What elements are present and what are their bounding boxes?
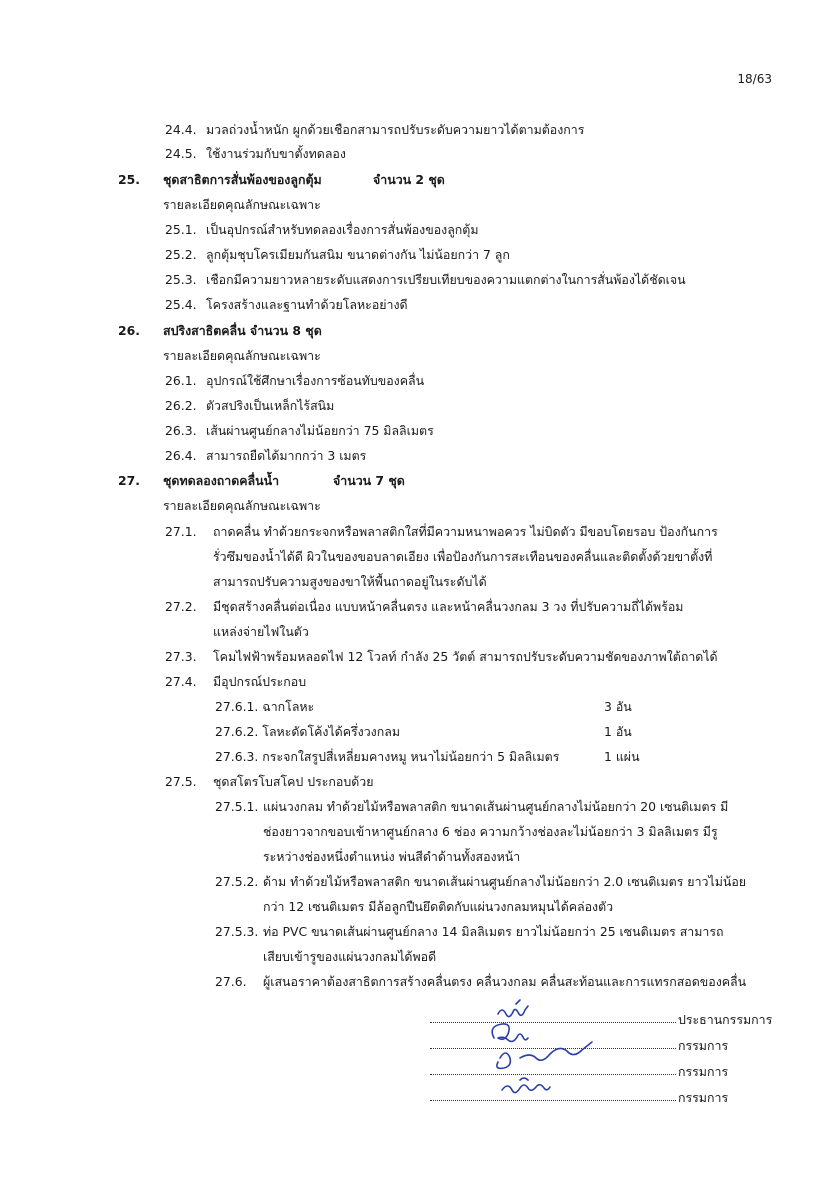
item-number: 26.4.	[165, 448, 197, 463]
signature-4-stroke	[502, 1085, 550, 1093]
subitem-quantity: 3 อัน	[604, 699, 632, 714]
item-number: 25.1.	[165, 222, 197, 237]
page-number: 18/63	[737, 72, 772, 86]
signature-row-member-1	[0, 1034, 834, 1058]
item-number: 27.6.	[215, 974, 247, 989]
item-26-3	[165, 419, 434, 443]
item-text-line: มีชุดสร้างคลื่นต่อเนื่อง แบบหน้าคลื่นตรง และหน้าคลื่นวงกลม 3 วง ที่ปรับความถี่ได้พร้อม	[213, 599, 684, 614]
signature-2-stroke	[492, 1024, 528, 1042]
item-text-line: สามารถปรับความสูงของขาให้พื้นถาดอยู่ในระดับได้	[213, 574, 487, 589]
item-text: ลูกตุ้มชุบโครเมียมกันสนิม ขนาดต่างกัน ไม่น้อยกว่า 7 ลูก	[206, 247, 510, 262]
subitem-text: 27.6.3. กระจกใสรูปสี่เหลี่ยมคางหมู หนาไม่น้อยกว่า 5 มิลลิเมตร	[215, 749, 560, 764]
section-26-heading	[118, 319, 322, 343]
item-text: เป็นอุปกรณ์สำหรับทดลองเรื่องการสั่นพ้องของลูกตุ้ม	[206, 222, 479, 237]
subitem-27-6-2	[215, 720, 400, 744]
spec-label: รายละเอียดคุณลักษณะเฉพาะ	[163, 348, 321, 363]
item-25-3	[165, 268, 686, 292]
signature-3-stroke	[497, 1042, 592, 1068]
item-text: ใช้งานร่วมกับขาตั้งทดลอง	[206, 146, 346, 161]
section-number: 27.	[118, 473, 140, 488]
item-24-5	[165, 142, 346, 166]
item-number: 25.4.	[165, 297, 197, 312]
item-text-line: ถาดคลื่น ทำด้วยกระจกหรือพลาสติกใสที่มีความหนาพอควร ไม่บิดตัว มีขอบโดยรอบ ป้องกันการ	[213, 524, 718, 539]
item-27-5	[165, 770, 374, 794]
item-number: 27.2.	[165, 599, 197, 614]
item-text: โครงสร้างและฐานทำด้วยโลหะอย่างดี	[206, 297, 408, 312]
section-quantity: จำนวน 2 ชุด	[373, 172, 445, 187]
item-number: 27.3.	[165, 649, 197, 664]
item-number: 27.1.	[165, 524, 197, 539]
item-27-5-2	[215, 870, 747, 894]
signature-1-stroke	[498, 1006, 528, 1017]
subitem-text: 27.6.2. โลหะดัดโค้งได้ครึ่งวงกลม	[215, 724, 400, 739]
section-number: 25.	[118, 172, 140, 187]
item-27-3	[165, 645, 718, 669]
item-27-4	[165, 670, 307, 694]
subitem-quantity: 1 อัน	[604, 724, 632, 739]
item-number: 26.2.	[165, 398, 197, 413]
section-25-heading	[118, 168, 445, 192]
item-25-4	[165, 293, 408, 317]
item-text: เชือกมีความยาวหลายระดับแสดงการเปรียบเทียบของความแตกต่างในการสั่นพ้องได้ชัดเจน	[206, 272, 686, 287]
item-text-line: ช่องยาวจากขอบเข้าหาศูนย์กลาง 6 ช่อง ความกว้างช่องละไม่น้อยกว่า 3 มิลลิเมตร มีรู	[263, 824, 718, 839]
spec-label: รายละเอียดคุณลักษณะเฉพาะ	[163, 498, 321, 513]
signature-role: กรรมการ	[678, 1090, 729, 1105]
signature-row-member-2	[0, 1060, 834, 1084]
item-text: โคมไฟฟ้าพร้อมหลอดไฟ 12 โวลท์ กำลัง 25 วัตต์ สามารถปรับระดับความชัดของภาพใต้ถาดได้	[213, 649, 718, 664]
signature-role: ประธานกรรมการ	[678, 1012, 773, 1027]
item-26-4	[165, 444, 367, 468]
signature-role: กรรมการ	[678, 1038, 729, 1053]
section-27-heading	[118, 469, 405, 493]
item-number: 27.5.	[165, 774, 197, 789]
item-text: เส้นผ่านศูนย์กลางไม่น้อยกว่า 75 มิลลิเมตร	[206, 423, 434, 438]
item-number: 25.3.	[165, 272, 197, 287]
item-text: ตัวสปริงเป็นเหล็กไร้สนิม	[206, 398, 335, 413]
item-number: 26.3.	[165, 423, 197, 438]
section-title: ชุดทดลองถาดคลื่นน้ำ	[163, 473, 280, 488]
item-number: 24.5.	[165, 146, 197, 161]
item-text: อุปกรณ์ใช้ศึกษาเรื่องการซ้อนทับของคลื่น	[206, 373, 425, 388]
item-text: มวลถ่วงน้ำหนัก ผูกด้วยเชือกสามารถปรับระดับความยาวได้ตามต้องการ	[206, 122, 585, 137]
handwritten-signatures	[480, 996, 630, 1106]
item-24-4	[165, 118, 585, 142]
item-text-line: ด้าม ทำด้วยไม้หรือพลาสติก ขนาดเส้นผ่านศูนย์กลางไม่น้อยกว่า 2.0 เซนติเมตร ยาวไม่น้อย	[263, 874, 747, 889]
item-number: 26.1.	[165, 373, 197, 388]
item-number: 27.5.2.	[215, 874, 259, 889]
subitem-27-6-3	[215, 745, 559, 769]
item-number: 27.4.	[165, 674, 197, 689]
item-25-1	[165, 218, 479, 242]
item-text-line: แหล่งจ่ายไฟในตัว	[213, 624, 309, 639]
item-text-line: แผ่นวงกลม ทำด้วยไม้หรือพลาสติก ขนาดเส้นผ่านศูนย์กลางไม่น้อยกว่า 20 เซนติเมตร มี	[263, 799, 729, 814]
item-number: 25.2.	[165, 247, 197, 262]
signature-row-member-3	[0, 1086, 834, 1110]
subitem-27-6-1	[215, 695, 314, 719]
section-number: 26.	[118, 323, 140, 338]
item-number: 27.5.1.	[215, 799, 259, 814]
section-quantity: จำนวน 7 ชุด	[333, 473, 405, 488]
item-27-5-3	[215, 920, 724, 944]
item-26-1	[165, 369, 425, 393]
subitem-quantity: 1 แผ่น	[604, 749, 640, 764]
section-title: ชุดสาธิตการสั่นพ้องของลูกตุ้ม	[163, 172, 322, 187]
item-27-1	[165, 520, 718, 544]
item-text: ชุดสโตรโบสโคป ประกอบด้วย	[213, 774, 374, 789]
item-text: มีอุปกรณ์ประกอบ	[213, 674, 307, 689]
signature-row-chairman	[0, 1008, 834, 1032]
item-number: 27.5.3.	[215, 924, 259, 939]
item-text-line: ท่อ PVC ขนาดเส้นผ่านศูนย์กลาง 14 มิลลิเมตร ยาวไม่น้อยกว่า 25 เซนติเมตร สามารถ	[263, 924, 724, 939]
item-text-line: รั่วซึมของน้ำได้ดี ผิวในของขอบลาดเอียง เพื่อป้องกันการสะเทือนของคลื่นและติดตั้งด้วยขาตั้งที่	[213, 549, 713, 564]
item-26-2	[165, 394, 335, 418]
item-number: 24.4.	[165, 122, 197, 137]
item-27-6	[215, 970, 747, 994]
item-text-line: ระหว่างช่องหนึ่งตำแหน่ง พ่นสีดำด้านทั้งสองหน้า	[263, 849, 521, 864]
signature-role: กรรมการ	[678, 1064, 729, 1079]
item-text-line: กว่า 12 เซนติเมตร มีล้อลูกปืนยึดติดกับแผ่นวงกลมหมุนได้คล่องตัว	[263, 899, 614, 914]
spec-label: รายละเอียดคุณลักษณะเฉพาะ	[163, 197, 321, 212]
item-text: ผู้เสนอราคาต้องสาธิตการสร้างคลื่นตรง คลื่นวงกลม คลื่นสะท้อนและการแทรกสอดของคลื่น	[263, 974, 747, 989]
item-27-5-1	[215, 795, 729, 819]
item-text: สามารถยืดได้มากกว่า 3 เมตร	[206, 448, 367, 463]
subitem-text: 27.6.1. ฉากโลหะ	[215, 699, 315, 714]
item-25-2	[165, 243, 510, 267]
item-text-line: เสียบเข้ารูของแผ่นวงกลมได้พอดี	[263, 949, 437, 964]
item-27-2	[165, 595, 684, 619]
section-title: สปริงสาธิตคลื่น จำนวน 8 ชุด	[163, 323, 322, 338]
